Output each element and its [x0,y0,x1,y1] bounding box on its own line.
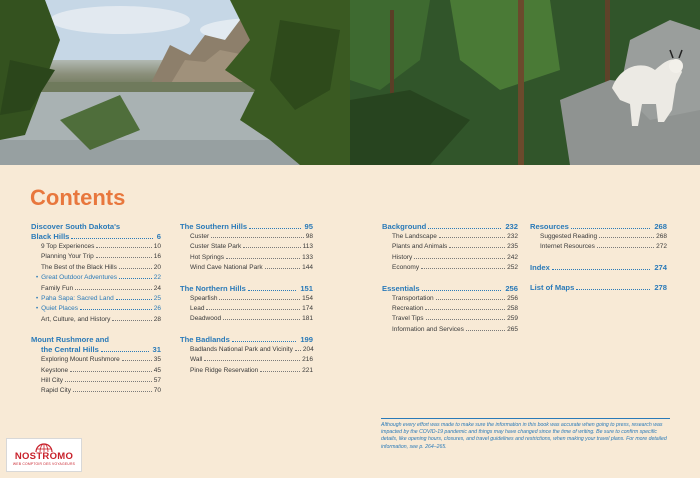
toc-column-2 [180,222,313,376]
toc-item[interactable]: Deadwood 181 [190,315,313,323]
toc-item[interactable]: Plants and Animals 235 [392,243,518,251]
toc-item[interactable]: Spearfish 154 [190,294,313,302]
sylvan-lake-photo [0,0,350,165]
toc-item[interactable]: Custer 98 [190,233,313,240]
section-southern-hills[interactable]: The Southern Hills 95 [180,222,313,231]
toc-item[interactable]: History 242 [392,253,518,261]
toc-item[interactable]: Suggested Reading 268 [540,233,667,240]
section-badlands[interactable]: The Badlands 199 [180,334,313,344]
toc-item[interactable]: Family Fun 24 [41,284,161,292]
toc-item[interactable]: 9 Top Experiences 10 [41,243,161,250]
bullet-icon: • [36,275,39,282]
toc-item[interactable]: The Best of the Black Hills 20 [41,263,161,271]
dot-leader [71,238,152,239]
toc-item[interactable]: Exploring Mount Rushmore 35 [41,356,161,364]
toc-item[interactable]: Art, Culture, and History 28 [41,315,161,323]
section-page: 6 [156,232,161,241]
toc-subitem[interactable]: • Great Outdoor Adventures 22 [31,273,161,283]
toc-subitem[interactable]: • Paha Sapa: Sacred Land 25 [31,294,161,304]
toc-item[interactable]: Economy 252 [392,264,518,272]
logo-name: NOSTROMO [14,451,74,462]
dot-leader [101,351,149,352]
toc-subitem[interactable]: • Quiet Places 26 [31,304,161,314]
section-index[interactable]: Index 274 [530,262,667,272]
toc-item[interactable]: Hill City 57 [41,377,161,385]
toc-column-4 [530,222,667,293]
section-title-rushmore-line2: the Central Hills [41,345,99,355]
mountain-goat-photo [350,0,700,165]
disclaimer-note: Although every effort was made to make sure the information in this book was accurate when going to press, research was impacted by the COVID-19 pandemic and things may have changed since the time of writing. Be sure to confirm specific details, like opening hours, closures, and travel guidelines and restrictions, when making your travel plans. For more detailed information, see p. 264–265. [381,418,670,451]
toc-item[interactable]: Internet Resources 272 [540,243,667,251]
section-essentials[interactable]: Essentials 256 [382,283,518,293]
section-resources[interactable]: Resources 268 [530,222,667,231]
toc-item[interactable]: Custer State Park 113 [190,243,313,251]
section-page: 31 [152,345,161,355]
toc-column-3 [382,222,518,335]
toc-item[interactable]: The Landscape 232 [392,233,518,240]
toc-item[interactable]: Planning Your Trip 16 [41,253,161,261]
section-background[interactable]: Background 232 [382,222,518,231]
contents-title: Contents [30,185,126,210]
section-discover[interactable] [31,232,161,242]
section-title-discover-line2: Black Hills [31,232,70,241]
globe-icon [7,439,81,451]
toc-item[interactable]: Badlands National Park and Vicinity 204 [190,345,314,353]
section-northern-hills[interactable]: The Northern Hills 151 [180,283,313,293]
toc-item[interactable]: Recreation 258 [392,305,518,313]
toc-item[interactable]: Keystone 45 [41,366,161,374]
bullet-icon: • [36,306,39,313]
toc-item[interactable]: Pine Ridge Reservation 221 [190,366,313,374]
toc-item[interactable]: Information and Services 265 [392,325,518,333]
section-title-rushmore[interactable]: Mount Rushmore and [31,335,110,345]
toc-item[interactable]: Rapid City 70 [41,387,161,395]
toc-item[interactable]: Transportation 256 [392,294,518,302]
section-title-discover[interactable]: Discover South Dakota's [31,222,121,231]
section-rushmore[interactable] [31,345,161,355]
toc-item[interactable]: Lead 174 [190,305,313,313]
bullet-icon: • [36,296,39,303]
toc-item[interactable]: Wall 216 [190,356,313,364]
toc-column-1 [31,222,161,397]
section-list-of-maps[interactable]: List of Maps 278 [530,282,667,292]
nostromo-logo [6,438,82,472]
logo-tagline: WEB COMPTOIR DES VOYAGEURS [12,462,76,466]
toc-item[interactable]: Travel Tips 259 [392,315,518,323]
header-photos [0,0,700,165]
toc-item[interactable]: Hot Springs 133 [190,253,313,261]
toc-item[interactable]: Wind Cave National Park 144 [190,264,313,272]
